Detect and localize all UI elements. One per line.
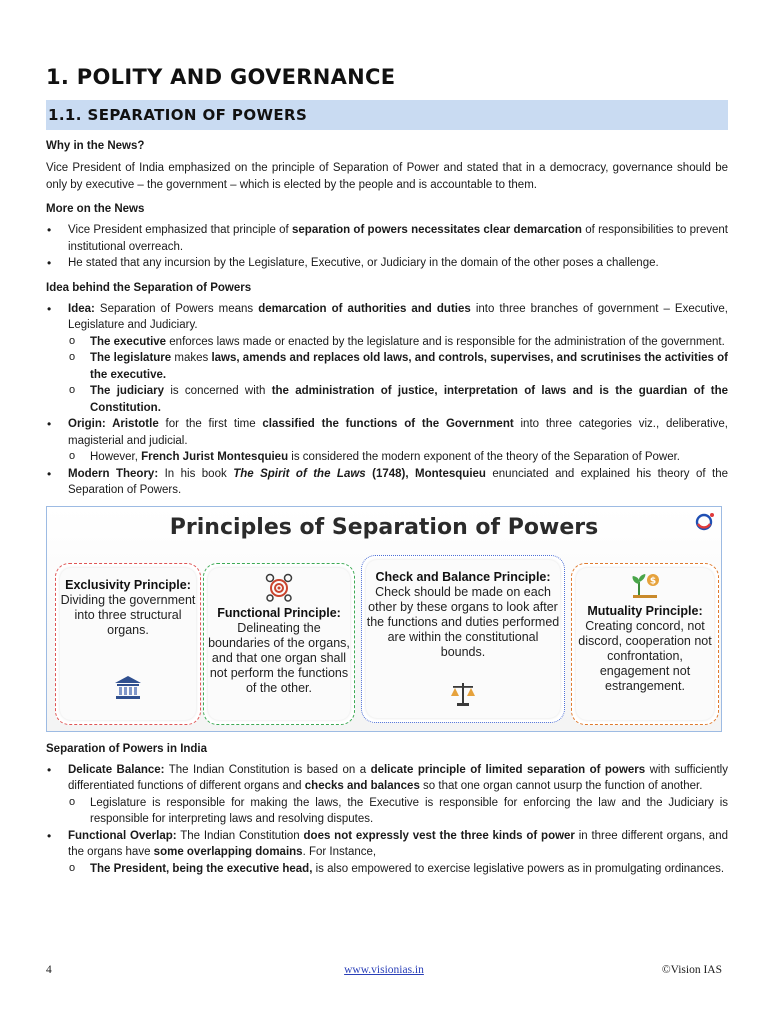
money-plant-icon — [629, 570, 661, 600]
website-link[interactable]: www.visionias.in — [344, 964, 424, 976]
more-list — [46, 222, 728, 272]
chapter-title: 1. POLITY AND GOVERNANCE — [46, 65, 396, 89]
gears-target-icon — [264, 572, 294, 602]
sub-list-item: o The judiciary is concerned with the administration of justice, interpretation of laws and is the guardian of the Constitution. — [68, 383, 728, 416]
card-mutuality — [571, 563, 719, 725]
card-text: Exclusivity Principle: Dividing the government into three structural organs. — [60, 577, 196, 637]
sub-list-item: o The legislature makes laws, amends and replaces old laws, and controls, supervises, and scrutinises the activities of the executive. — [68, 350, 728, 383]
why-text: Vice President of India emphasized on the principle of Separation of Power and stated that in a democracy, governance should be only by executive – the government – which is elected by the people and is accountable to them. — [46, 162, 728, 191]
idea-heading: Idea behind the Separation of Powers — [46, 281, 252, 294]
page-number: 4 — [46, 964, 52, 976]
origin-sublist — [68, 449, 728, 466]
list-item: • Modern Theory: In his book The Spirit of the Laws (1748), Montesquieu enunciated and explained his theory of the Separation of Powers. — [46, 466, 728, 499]
list-item: • Delicate Balance: The Indian Constitution is based on a delicate principle of limited separation of powers with sufficiently differentiated functions of different organs and checks and balances so that one organ cannot usurp the function of another. o Legislature is responsible for making the laws, the Executive is responsible for enforcing the law and the Judiciary is responsible for interpreting laws and resolving disputes. — [46, 762, 728, 828]
copyright-text: ©Vision IAS — [661, 964, 722, 976]
overlap-sublist — [68, 861, 728, 878]
sub-list-item: o The executive enforces laws made or enacted by the legislature and is responsible for the administration of the government. — [68, 334, 728, 351]
document-page — [46, 62, 728, 877]
list-item: • Vice President emphasized that principle of separation of powers necessitates clear demarcation of responsibilities to prevent institutional overreach. — [46, 222, 728, 255]
card-text: Mutuality Principle: Creating concord, not discord, cooperation not confrontation, engagement not estrangement. — [578, 603, 712, 693]
idea-list — [46, 301, 728, 499]
section-title: 1.1. SEPARATION OF POWERS — [48, 106, 308, 124]
card-text: Functional Principle: Delineating the boundaries of the organs, and that one organ shall not perform the functions of the other. — [208, 605, 350, 695]
infographic-title: Principles of Separation of Powers — [169, 514, 599, 540]
more-heading: More on the News — [46, 203, 145, 215]
section-band — [46, 100, 728, 130]
card-exclusivity — [55, 563, 201, 725]
list-item: • Origin: Aristotle for the first time classified the functions of the Government into three categories viz., deliberative, magisterial and judicial. o However, French Jurist Montesquieu is considered the modern exponent of the theory of the Separation of Power. — [46, 416, 728, 466]
list-item: • Idea: Separation of Powers means demarcation of authorities and duties into three branches of government – Executive, Legislature and Judiciary. o The executive enforces laws made or enacted by the legislature and is responsible for the administration of the government. o The legislature makes laws, amends and replaces old laws, and controls, supervises, and scrutinises the activities of the executive. o The judiciary is concerned with the administration of justice, interpretation of laws and is the guardian of the Constitution. — [46, 301, 728, 417]
idea-sublist — [68, 334, 728, 417]
institution-icon — [113, 674, 143, 700]
sub-list-item: o However, French Jurist Montesquieu is considered the modern exponent of the theory of the Separation of Power. — [68, 449, 728, 466]
india-list — [46, 762, 728, 878]
why-heading: Why in the News? — [46, 140, 145, 152]
india-heading: Separation of Powers in India — [46, 742, 208, 755]
card-check-balance — [361, 555, 565, 723]
list-item: • He stated that any incursion by the Legislature, Executive, or Judiciary in the domain of the other poses a challenge. — [46, 255, 728, 272]
vision-logo-icon — [695, 511, 715, 531]
card-text: Check and Balance Principle: Check should be made on each other by these organs to look after the functions and duties performed are within the constitutional bounds. — [366, 569, 560, 659]
page-footer — [46, 964, 722, 980]
sub-list-item: o The President, being the executive head, is also empowered to exercise legislative powers as in promulgating ordinances. — [68, 861, 728, 878]
principles-infographic — [46, 506, 722, 732]
list-item: • Functional Overlap: The Indian Constitution does not expressly vest the three kinds of power in three different organs, and the organs have some overlapping domains. For Instance, o The President, being the executive head, is also empowered to exercise legislative powers as in promulgating ordinances. — [46, 828, 728, 878]
card-functional — [203, 563, 355, 725]
svg-text:$: $ — [649, 576, 657, 586]
delicate-sublist — [68, 795, 728, 828]
sub-list-item: o Legislature is responsible for making the laws, the Executive is responsible for enforcing the law and the Judiciary is responsible for interpreting laws and resolving disputes. — [68, 795, 728, 828]
scales-icon — [448, 680, 478, 708]
